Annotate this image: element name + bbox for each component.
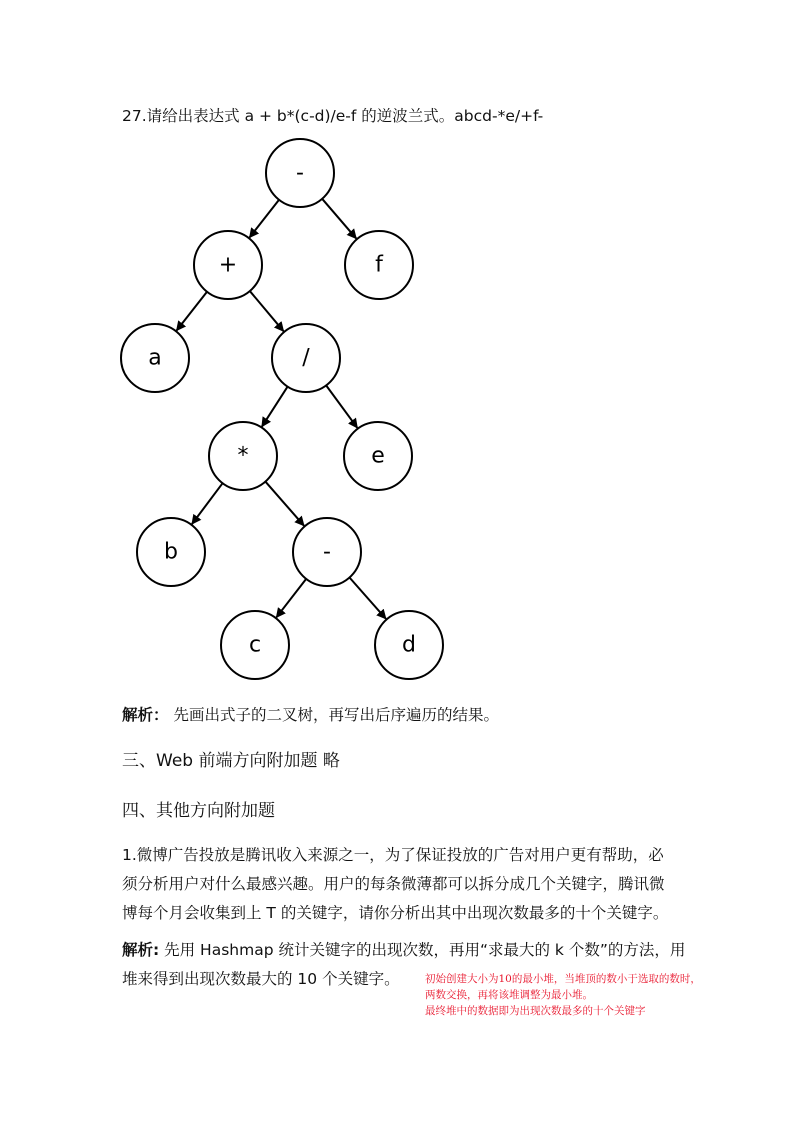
question-1-line: 博每个月会收集到上 T 的关键字，请你分析出其中出现次数最多的十个关键字。 <box>122 904 669 922</box>
question-1-line: 1.微博广告投放是腾讯收入来源之一，为了保证投放的广告对用户更有帮助，必 <box>122 846 664 864</box>
tree-node-label: f <box>375 252 383 278</box>
tree-edge-plus-div <box>250 291 284 331</box>
tree-node-label: - <box>296 160 304 186</box>
note-line: 初始创建大小为10的最小堆，当堆顶的数小于选取的数时， <box>425 973 701 985</box>
analysis-27-label: 解析： <box>122 706 169 724</box>
tree-node-plus <box>194 231 262 299</box>
tree-edge-minus_root-plus <box>250 200 279 238</box>
tree-edge-div-e <box>326 385 357 427</box>
tree-node-f <box>345 231 413 299</box>
tree-node-label: a <box>148 345 162 371</box>
tree-node-e <box>344 422 412 490</box>
tree-node-label: e <box>371 443 385 469</box>
tree-node-c <box>221 611 289 679</box>
tree-node-a <box>121 324 189 392</box>
question-1-line: 须分析用户对什么最感兴趣。用户的每条微薄都可以拆分成几个关键字，腾讯微 <box>122 875 665 893</box>
analysis-27 <box>122 703 499 725</box>
expression-tree-diagram <box>110 138 470 698</box>
tree-edge-mul-b <box>192 483 223 524</box>
tree-edge-minus_inner-c <box>276 579 306 617</box>
tree-node-b <box>137 518 205 586</box>
analysis-1-text: 先用 Hashmap 统计关键字的出现次数，再用“求最大的 k 个数”的方法，用 <box>159 941 686 959</box>
red-annotation-note <box>425 971 701 1019</box>
tree-node-minus_root <box>266 139 334 207</box>
tree-edge-mul-minus_inner <box>265 482 304 526</box>
analysis-1-label: 解析: <box>122 941 160 959</box>
tree-edge-div-mul <box>262 387 288 427</box>
tree-edge-minus_root-f <box>322 199 356 239</box>
tree-node-label: / <box>302 345 310 371</box>
tree-edge-plus-a <box>177 292 207 331</box>
tree-node-minus_inner <box>293 518 361 586</box>
tree-node-label: + <box>218 252 238 278</box>
tree-node-label: - <box>323 539 331 565</box>
tree-node-d <box>375 611 443 679</box>
question-27-text: 27.请给出表达式 a + b*(c-d)/e-f 的逆波兰式。abcd-*e/+f- <box>122 107 544 125</box>
tree-node-label: d <box>402 632 416 658</box>
note-line: 最终堆中的数据即为出现次数最多的十个关键字 <box>425 1005 646 1017</box>
analysis-1-line-1 <box>122 936 685 965</box>
section-4-title: 四、其他方向附加题 <box>122 801 275 821</box>
tree-node-label: * <box>237 443 249 469</box>
question-1 <box>122 841 668 928</box>
analysis-1-line-2: 堆来得到出现次数最大的 10 个关键字。 <box>122 970 400 988</box>
tree-node-div <box>272 324 340 392</box>
note-line: 两数交换，再将该堆调整为最小堆。 <box>425 989 593 1001</box>
analysis-27-text: 先画出式子的二叉树，再写出后序遍历的结果。 <box>168 706 499 724</box>
tree-node-label: c <box>248 632 262 658</box>
tree-edge-minus_inner-d <box>349 578 385 619</box>
section-3-title: 三、Web 前端方向附加题 略 <box>122 751 340 771</box>
tree-node-mul <box>209 422 277 490</box>
tree-node-label: b <box>164 539 178 565</box>
